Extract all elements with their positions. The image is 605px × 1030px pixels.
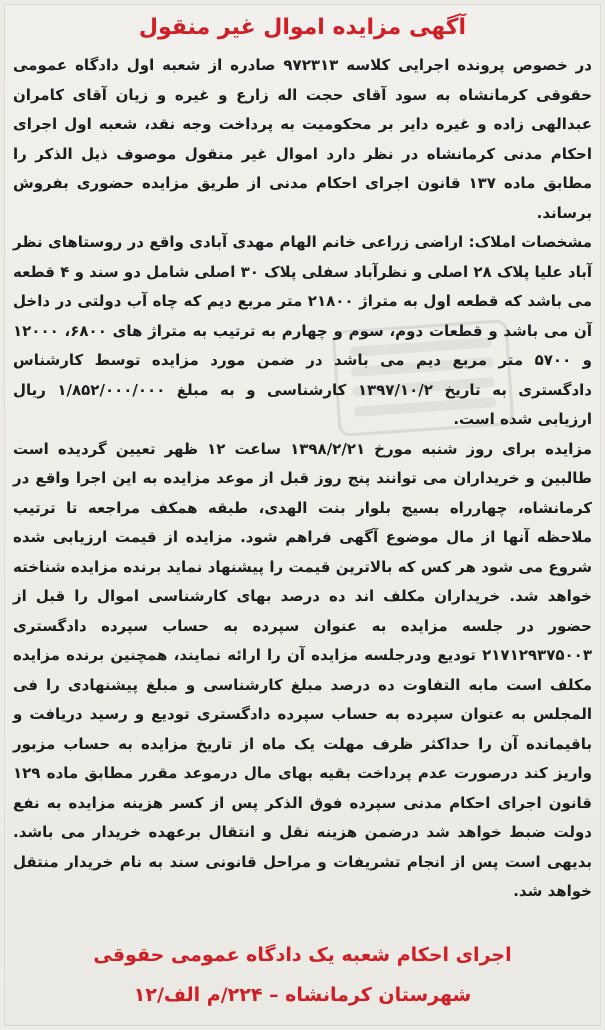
- notice-body: [13, 51, 592, 907]
- notice-paragraph-property: مشخصات املاک: اراضی زراعی خانم الهام مهدی آبادی واقع در روستاهای نظر آباد علیا پلاک ۲۸ اصلی و نظرآباد سفلی پلاک ۳۰ اصلی شامل دو سند و ۴ قطعه می باشد که قطعه اول به متراژ ۲۱۸۰۰ متر مربع دیم که چاه آب دولتی در داخل آن می باشد و قطعات دوم، سوم و چهارم به ترتیب به متراژ های ۶۸۰۰، ۱۲۰۰۰ و ۵۷۰۰ متر مربع دیم می باشد در ضمن مورد مزایده توسط کارشناس دادگستری به تاریخ ۱۳۹۷/۱۰/۲ کارشناسی و به مبلغ ۱/۸۵۲/۰۰۰/۰۰۰ ریال ارزیابی شده است.: [12, 233, 593, 428]
- footer-reference-line: شهرستان کرمانشاه – ۲۲۴/م الف/۱۲: [133, 984, 472, 1006]
- notice-paragraph-intro: در خصوص پرونده اجرایی کلاسه ۹۷۲۳۱۳ صادره از شعبه اول دادگاه عمومی حقوقی کرمانشاه به سود آقای حجت اله زارع و غیره و زیان آقای کامران عبدالهی زاده و غیره دایر بر محکومیت به پرداخت وجه نقد، شعبه اول اجرای احکام مدنی کرمانشاه در نظر دارد اموال غیر منقول موصوف ذیل الذکر را مطابق ماده ۱۳۷ قانون اجرای احکام مدنی از طریق مزایده حضوری بفروش برساند.: [13, 56, 593, 222]
- footer-issuer-line: اجرای احکام شعبه یک دادگاه عمومی حقوقی: [93, 944, 512, 966]
- notice-title: آگهی مزایده اموال غیر منقول: [138, 15, 467, 40]
- notice-paragraph-auction: مزایده برای روز شنبه مورخ ۱۳۹۸/۲/۲۱ ساعت ۱۲ ظهر تعیین گردیده است طالبین و خریداران می توانند پنج روز قبل از موعد مزایده به این اجرا واقع در کرمانشاه، چهارراه بسیج بلوار بنت الهدی، طبقه همکف مراجعه تا ترتیب ملاحظه آنها از مال موضوع آگهی فراهم شود. مزایده از قیمت ارزیابی شده شروع می شود هر کس که بالاترین قیمت را پیشنهاد نماید برنده مزایده شناخته خواهد شد. خریداران مکلف اند ده درصد بهای کارشناسی اموال را قبل از حضور در جلسه مزایده به عنوان سپرده به حساب سپرده دادگستری ۲۱۷۱۲۹۳۷۵۰۰۳ توديع ودرجلسه مزایده آن را ارائه نمایند، همچنین برنده مزایده مکلف است مابه التفاوت ده درصد مبلغ کارشناسی و مبلغ پیشنهادی را فی المجلس به عنوان سپرده به حساب سپرده دادگستری تودیع و رسید دریافت و باقیمانده آن را حداکثر ظرف مهلت یک ماه از تاریخ مزایده به حساب مزبور واریز کند درصورت عدم پرداخت بقیه بهای مال درموعد مقرر مطابق ماده ۱۲۹ قانون اجرای احکام مدنی سپرده فوق الذکر پس از کسر هزینه مزایده به نفع دولت ضبط خواهد شد درضمن هزینه نقل و انتقال برعهده خریدار می باشد. بدیهی است پس از انجام تشریفات و مراحل قانونی سند به نام خریدار منتقل خواهد شد.: [13, 439, 593, 900]
- newspaper-clipping: [4, 4, 601, 1026]
- notice-footer: [5, 935, 600, 1015]
